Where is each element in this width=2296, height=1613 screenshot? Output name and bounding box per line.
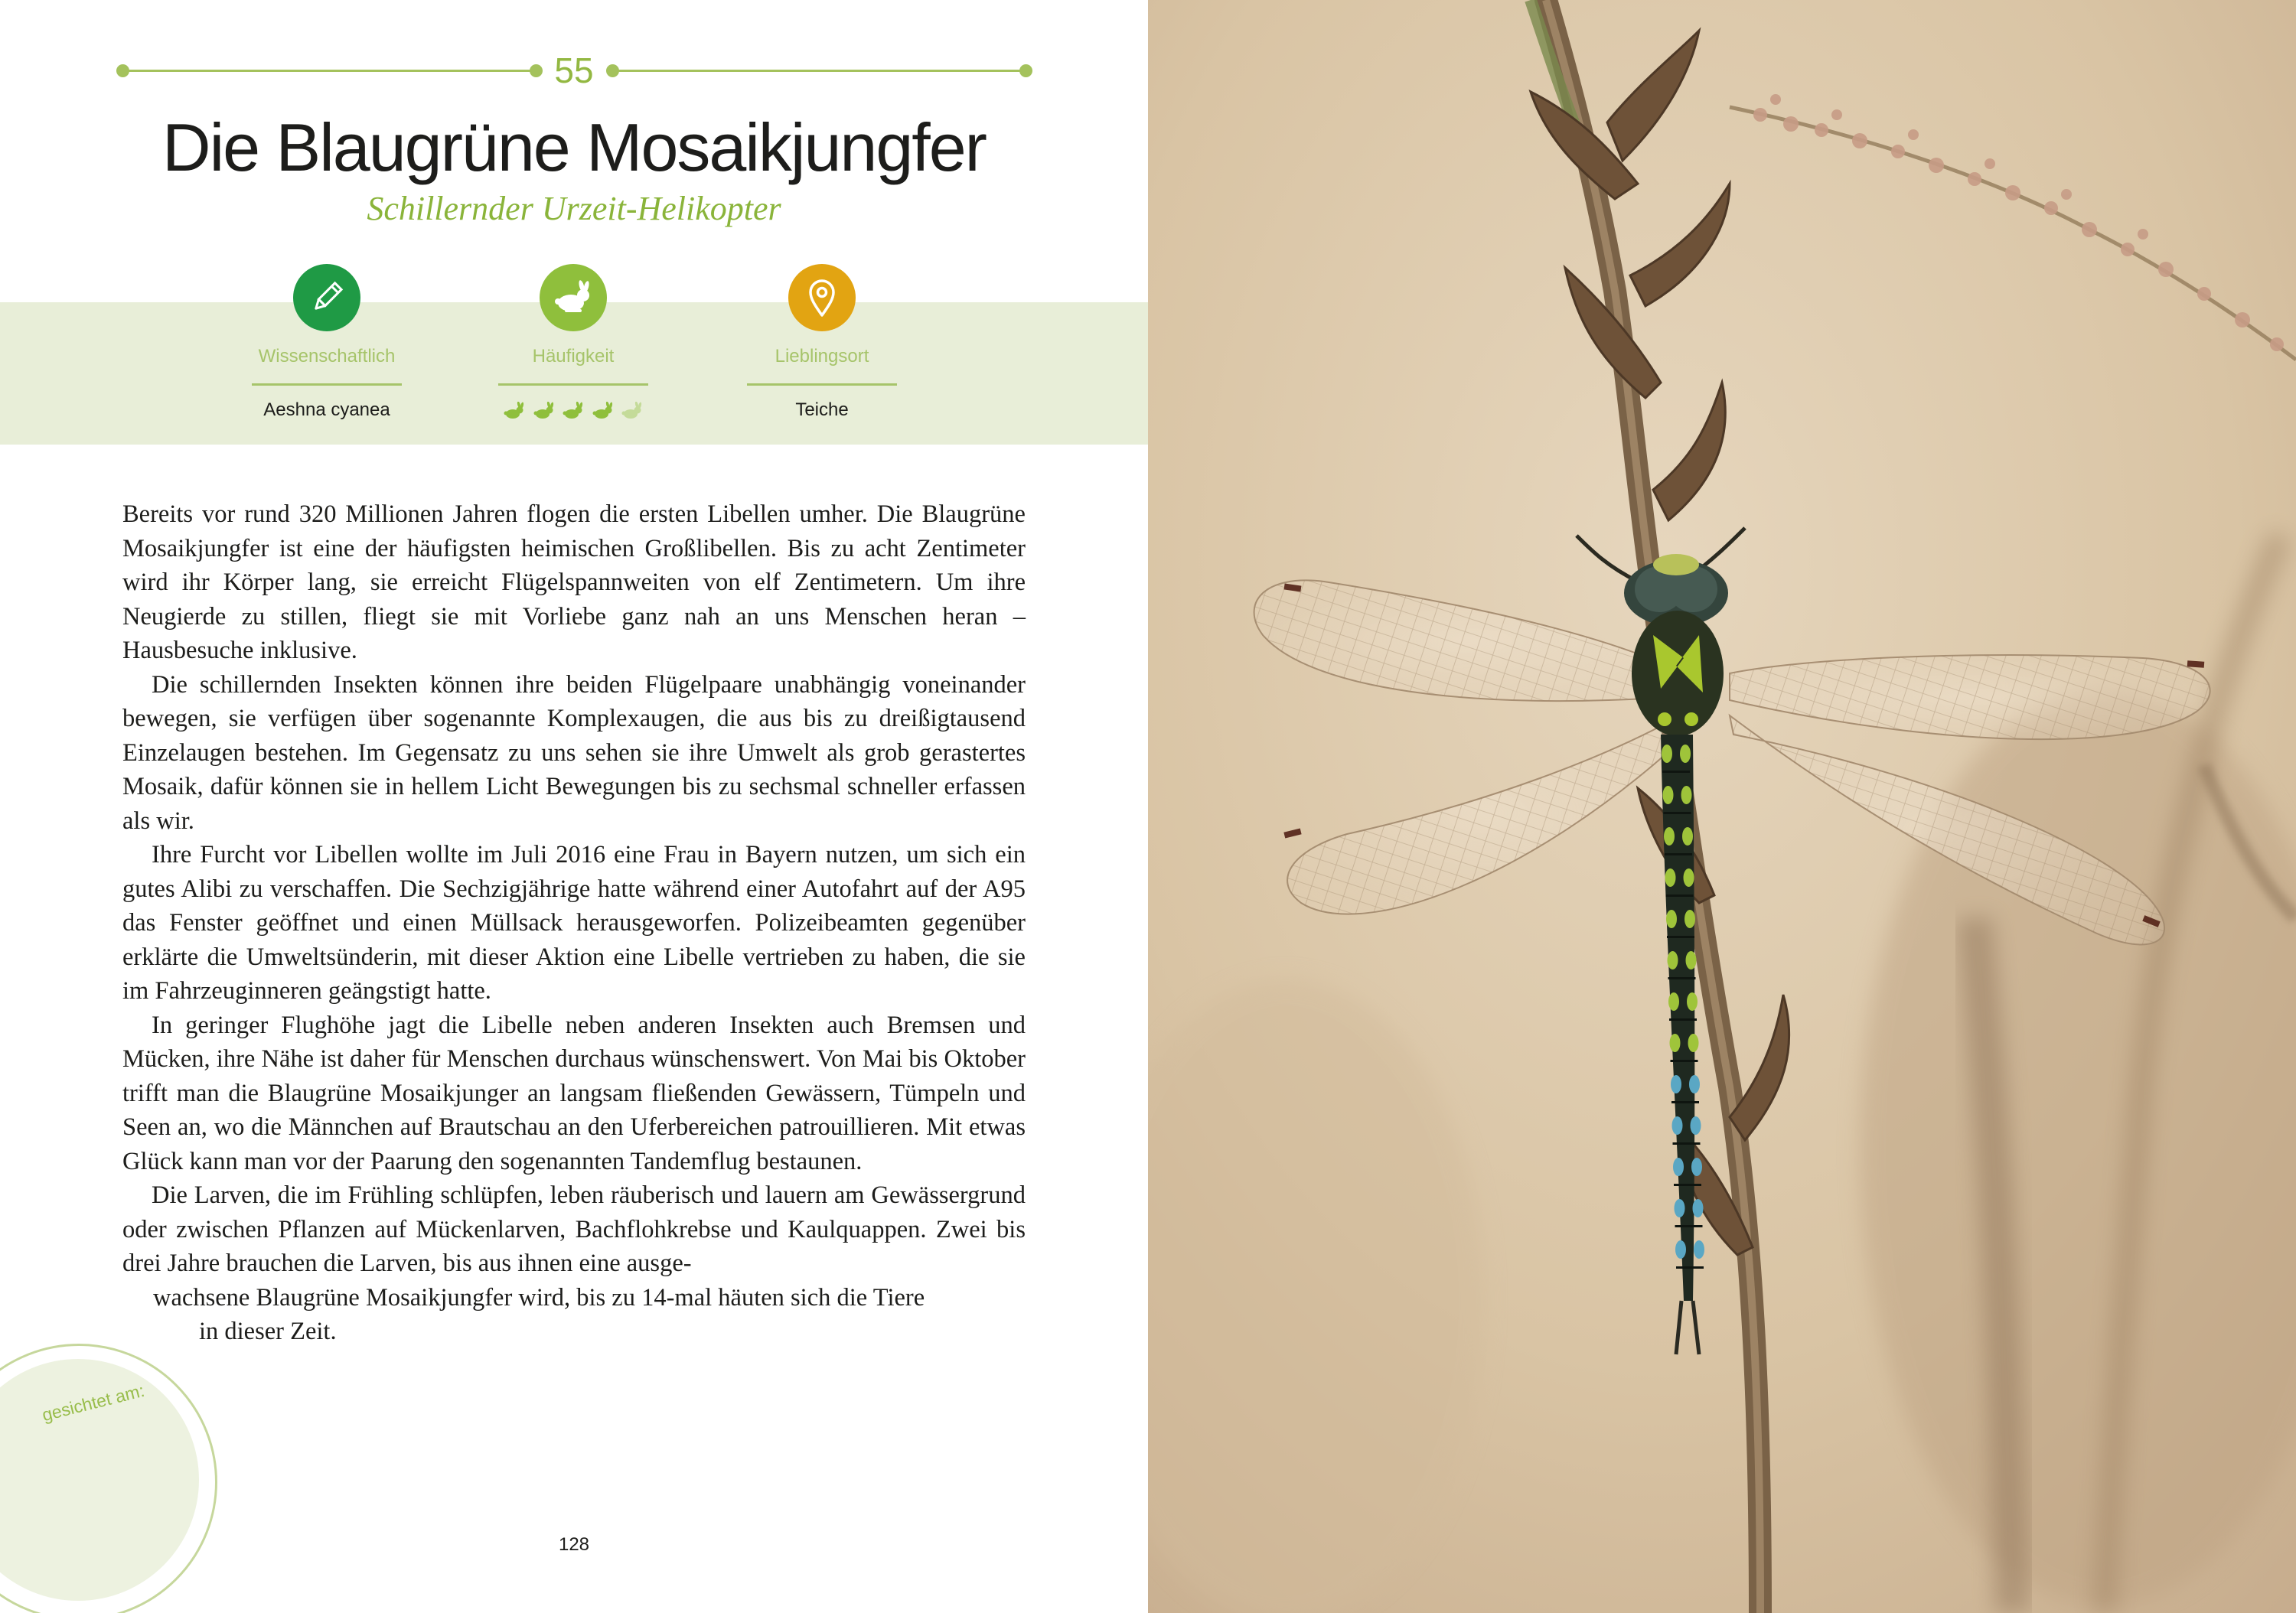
rule-dot [116,64,129,77]
info-rule [747,383,897,386]
info-label: Häufigkeit [532,346,615,367]
sighting-label: gesichtet am: [40,1380,147,1426]
pencil-icon [293,264,360,331]
info-label: Lieblingsort [775,346,869,367]
body-text [122,497,1026,1349]
frequency-rating [503,402,644,422]
dragonfly-photo [1148,0,2296,1613]
rabbit-icon [540,264,607,331]
paragraph: Ihre Furcht vor Libellen wollte im Juli 2016 eine Frau in Bayern nutzen, um sich ein gutes Alibi zu verschaffen. Die Sechzigjährige hatte während einer Autofahrt auf der A95 das Fenster geöffnet und einen Müllsack herausgeworfen. Polizeibeamten gegenüber erklärte die Umweltsünderin, mit dieser Aktion eine Libelle vertrieben zu haben, die sie im Fahrzeuginneren geängstigt hatte. [122,841,1026,1005]
paragraph: Bereits vor rund 320 Millionen Jahren flogen die ersten Libellen umher. Die Blaugrüne Mosaikjungfer ist eine der häufigsten heimischen Großlibellen. Bis zu acht Zentimeter wird ihr Körper lang, sie erreicht Flügelspannweiten von elf Zentimetern. Um ihre Neugierde zu stillen, fliegt sie mit Vorliebe ganz nah an uns Menschen heran – Hausbesuche inklusive. [122,500,1026,664]
scientific-name: Aeshna cyanea [263,399,390,420]
paragraph: Die Larven, die im Frühling schlüpfen, leben räuberisch und lauern am Gewässergrund oder zwischen Pflanzen auf Mückenlarven, Bachflohkrebse und Kaulquappen. Zwei bis drei Jahre brauchen die Larven, bis aus ihnen eine ausge- [122,1181,1026,1277]
rabbit-rating-icon-filled [592,402,615,422]
number-rule-left [122,70,536,72]
paragraph-line: wachsene Blaugrüne Mosaikjungfer wird, bis zu 14-mal häuten sich die Tiere [153,1283,925,1312]
paragraph: Die schillernden Insekten können ihre beiden Flügelpaare unabhängig voneinander bewegen, sie verfügen über sogenannte Komplexaugen, die aus bis zu dreißigtausend Einzelaugen bestehen. Im Gegensatz zu uns sehen sie ihre Umwelt als grob gerastertes Mosaik, dafür können sie in hellem Licht Bewegungen bis zu sechsmal schneller erfassen als wir. [122,670,1026,835]
right-page [1148,0,2296,1613]
entry-subtitle: Schillernder Urzeit-Helikopter [367,190,781,227]
info-rule [252,383,402,386]
paragraph: In geringer Flughöhe jagt die Libelle neben anderen Insekten auch Bremsen und Mücken, ihre Nähe ist daher für Menschen durchaus wünschenswert. Von Mai bis Oktober trifft man die Blaugrüne Mosaikjunger an langsam fließenden Gewässern, Tümpeln und Seen an, wo die Männchen auf Brautschau an den Uferbereichen patrouillieren. Mit etwas Glück kann man vor der Paarung den sogenannten Tandemflug bestaunen. [122,1011,1026,1175]
rabbit-rating-icon-filled [503,402,526,422]
info-label: Wissenschaftlich [258,346,396,367]
rabbit-rating-icon-empty [621,402,644,422]
info-rule [498,383,648,386]
paragraph-line: in dieser Zeit. [199,1318,337,1345]
number-rule-right [612,70,1026,72]
entry-number: 55 [554,51,594,90]
entry-title: Die Blaugrüne Mosaikjungfer [162,109,986,185]
rabbit-rating-icon-filled [562,402,585,422]
favorite-place-value: Teiche [795,399,849,420]
rabbit-rating-icon-filled [533,402,556,422]
map-pin-icon [788,264,856,331]
rule-dot [1019,64,1032,77]
page-number: 128 [558,1534,590,1555]
